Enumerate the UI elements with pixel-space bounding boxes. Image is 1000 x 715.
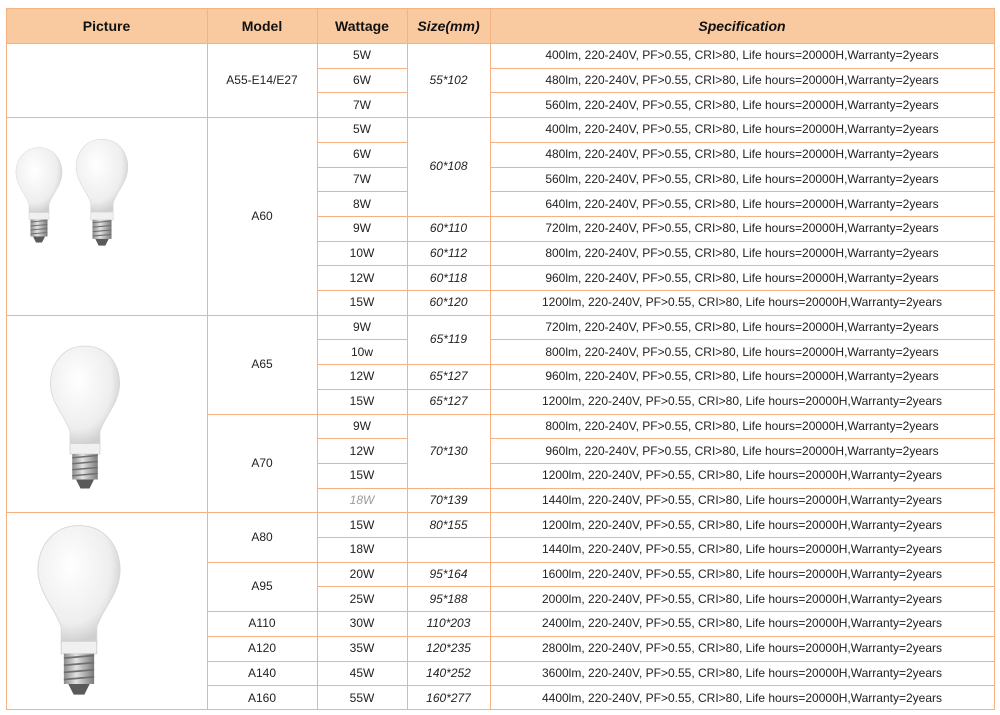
row-divider [490, 685, 994, 686]
row-divider [407, 562, 490, 563]
specification-cell: 480lm, 220-240V, PF>0.55, CRI>80, Life hours=20000H,Warranty=2years [545, 73, 939, 88]
wattage-cell: 15W [349, 295, 375, 310]
row-divider [490, 463, 994, 464]
wattage-cell: 15W [349, 517, 375, 532]
wattage-cell: 18W [349, 542, 375, 557]
size-cell: 95*188 [429, 591, 468, 606]
wattage-cell: 15W [349, 394, 375, 409]
row-divider [490, 661, 994, 662]
row-divider [317, 512, 407, 513]
specification-cell: 1440lm, 220-240V, PF>0.55, CRI>80, Life hours=20000H,Warranty=2years [541, 492, 943, 507]
model-cell: A120 [247, 641, 277, 656]
row-divider [317, 636, 407, 637]
row-divider [407, 216, 490, 217]
column-divider [994, 8, 995, 710]
row-divider [490, 611, 994, 612]
row-divider [6, 512, 207, 513]
row-divider [407, 537, 490, 538]
size-cell: 60*120 [429, 295, 468, 310]
size-cell: 60*110 [429, 221, 468, 236]
wattage-cell: 18W [349, 492, 375, 507]
row-divider [407, 241, 490, 242]
wattage-cell: 45W [349, 665, 375, 680]
row-divider [407, 685, 490, 686]
row-divider [317, 611, 407, 612]
row-divider [490, 512, 994, 513]
row-divider [207, 636, 317, 637]
model-cell: A140 [247, 665, 277, 680]
wattage-cell: 7W [353, 171, 371, 186]
row-divider [317, 265, 407, 266]
row-divider [317, 68, 407, 69]
specification-cell: 1440lm, 220-240V, PF>0.55, CRI>80, Life hours=20000H,Warranty=2years [541, 542, 943, 557]
wattage-cell: 12W [349, 369, 375, 384]
row-divider [317, 364, 407, 365]
bulb-a60-large-icon [74, 133, 130, 253]
specification-cell: 2000lm, 220-240V, PF>0.55, CRI>80, Life hours=20000H,Warranty=2years [541, 591, 943, 606]
header-model: Model [207, 8, 317, 43]
specification-cell: 560lm, 220-240V, PF>0.55, CRI>80, Life hours=20000H,Warranty=2years [545, 97, 939, 112]
size-cell: 140*252 [426, 665, 471, 680]
size-cell: 60*108 [429, 159, 468, 174]
row-divider [490, 315, 994, 316]
wattage-cell: 9W [353, 320, 371, 335]
row-divider [407, 414, 490, 415]
specification-cell: 4400lm, 220-240V, PF>0.55, CRI>80, Life hours=20000H,Warranty=2years [541, 690, 943, 705]
row-divider [317, 414, 407, 415]
size-cell: 65*127 [429, 394, 468, 409]
specification-cell: 1200lm, 220-240V, PF>0.55, CRI>80, Life hours=20000H,Warranty=2years [541, 517, 943, 532]
row-divider [207, 414, 317, 415]
size-cell: 55*102 [429, 73, 468, 88]
wattage-cell: 10w [350, 344, 373, 359]
wattage-cell: 8W [353, 196, 371, 211]
row-divider [6, 117, 207, 118]
row-divider [490, 586, 994, 587]
row-divider [490, 191, 994, 192]
column-divider [490, 8, 491, 710]
row-divider [407, 586, 490, 587]
row-divider [490, 438, 994, 439]
row-divider [490, 265, 994, 266]
row-divider [407, 611, 490, 612]
row-divider [317, 167, 407, 168]
specification-cell: 960lm, 220-240V, PF>0.55, CRI>80, Life hours=20000H,Warranty=2years [545, 443, 939, 458]
row-divider [407, 636, 490, 637]
row-divider [317, 142, 407, 143]
column-divider [407, 8, 408, 710]
specification-cell: 800lm, 220-240V, PF>0.55, CRI>80, Life hours=20000H,Warranty=2years [545, 418, 939, 433]
row-divider [407, 117, 490, 118]
row-divider [207, 117, 317, 118]
row-divider [317, 339, 407, 340]
row-divider [407, 290, 490, 291]
row-divider [490, 488, 994, 489]
column-divider [317, 8, 318, 710]
row-divider [317, 488, 407, 489]
row-divider [317, 315, 407, 316]
size-cell: 65*127 [429, 369, 468, 384]
header-wattage: Wattage [317, 8, 407, 43]
row-divider [317, 117, 407, 118]
model-cell: A70 [251, 455, 273, 470]
specification-cell: 3600lm, 220-240V, PF>0.55, CRI>80, Life hours=20000H,Warranty=2years [541, 665, 943, 680]
size-cell: 110*203 [426, 616, 471, 631]
size-cell: 160*277 [426, 690, 471, 705]
row-divider [317, 216, 407, 217]
row-divider [207, 685, 317, 686]
row-divider [490, 92, 994, 93]
row-divider [407, 315, 490, 316]
wattage-cell: 5W [353, 122, 371, 137]
model-cell: A95 [251, 579, 273, 594]
model-cell: A160 [247, 690, 277, 705]
row-divider [207, 611, 317, 612]
row-divider [317, 290, 407, 291]
specification-cell: 1200lm, 220-240V, PF>0.55, CRI>80, Life hours=20000H,Warranty=2years [541, 394, 943, 409]
row-divider [490, 117, 994, 118]
row-divider [407, 364, 490, 365]
row-divider [490, 537, 994, 538]
row-divider [317, 438, 407, 439]
row-divider [490, 241, 994, 242]
row-divider [490, 636, 994, 637]
wattage-cell: 9W [353, 418, 371, 433]
row-divider [490, 339, 994, 340]
size-cell: 70*139 [429, 492, 468, 507]
wattage-cell: 35W [349, 641, 375, 656]
row-divider [490, 68, 994, 69]
row-divider [490, 414, 994, 415]
wattage-cell: 12W [349, 270, 375, 285]
row-divider [317, 241, 407, 242]
header-picture: Picture [6, 8, 207, 43]
row-divider [490, 364, 994, 365]
row-divider [490, 389, 994, 390]
specification-cell: 1200lm, 220-240V, PF>0.55, CRI>80, Life hours=20000H,Warranty=2years [541, 295, 943, 310]
row-divider [207, 661, 317, 662]
bulb-a80-icon [33, 522, 125, 700]
wattage-cell: 6W [353, 147, 371, 162]
row-divider [207, 512, 317, 513]
model-cell: A65 [251, 357, 273, 372]
row-divider [6, 709, 994, 710]
row-divider [407, 512, 490, 513]
size-cell [407, 537, 490, 562]
bulb-a65-icon [47, 343, 123, 493]
specification-cell: 400lm, 220-240V, PF>0.55, CRI>80, Life hours=20000H,Warranty=2years [545, 122, 939, 137]
row-divider [407, 265, 490, 266]
specification-cell: 480lm, 220-240V, PF>0.55, CRI>80, Life hours=20000H,Warranty=2years [545, 147, 939, 162]
row-divider [317, 463, 407, 464]
bulb-a60-small-icon [14, 137, 64, 254]
row-divider [317, 685, 407, 686]
specification-cell: 1600lm, 220-240V, PF>0.55, CRI>80, Life hours=20000H,Warranty=2years [541, 567, 943, 582]
specification-cell: 400lm, 220-240V, PF>0.55, CRI>80, Life hours=20000H,Warranty=2years [545, 48, 939, 63]
row-divider [317, 92, 407, 93]
wattage-cell: 25W [349, 591, 375, 606]
row-divider [490, 290, 994, 291]
specification-cell: 1200lm, 220-240V, PF>0.55, CRI>80, Life hours=20000H,Warranty=2years [541, 468, 943, 483]
row-divider [317, 537, 407, 538]
wattage-cell: 7W [353, 97, 371, 112]
size-cell: 120*235 [426, 641, 471, 656]
model-cell: A55-E14/E27 [226, 73, 298, 88]
row-divider [207, 315, 317, 316]
specification-cell: 800lm, 220-240V, PF>0.55, CRI>80, Life hours=20000H,Warranty=2years [545, 344, 939, 359]
wattage-cell: 10W [349, 245, 375, 260]
wattage-cell: 5W [353, 48, 371, 63]
specification-cell: 560lm, 220-240V, PF>0.55, CRI>80, Life hours=20000H,Warranty=2years [545, 171, 939, 186]
model-cell: A110 [248, 616, 276, 631]
row-divider [6, 8, 994, 9]
model-cell: A60 [251, 208, 273, 223]
specification-cell: 800lm, 220-240V, PF>0.55, CRI>80, Life hours=20000H,Warranty=2years [545, 245, 939, 260]
row-divider [490, 216, 994, 217]
wattage-cell: 15W [349, 468, 375, 483]
row-divider [490, 142, 994, 143]
size-cell: 80*155 [429, 517, 468, 532]
row-divider [490, 167, 994, 168]
row-divider [407, 488, 490, 489]
row-divider [317, 586, 407, 587]
wattage-cell: 20W [349, 567, 375, 582]
wattage-cell: 12W [349, 443, 375, 458]
header-size: Size(mm) [407, 8, 490, 43]
row-divider [6, 43, 994, 44]
row-divider [207, 562, 317, 563]
column-divider [207, 8, 208, 710]
column-divider [6, 8, 7, 710]
model-cell: A80 [251, 529, 273, 544]
specification-cell: 640lm, 220-240V, PF>0.55, CRI>80, Life hours=20000H,Warranty=2years [545, 196, 939, 211]
row-divider [407, 661, 490, 662]
row-divider [407, 389, 490, 390]
header-specification: Specification [490, 8, 994, 43]
row-divider [317, 661, 407, 662]
size-cell: 60*118 [429, 270, 468, 285]
wattage-cell: 30W [349, 616, 375, 631]
row-divider [317, 562, 407, 563]
row-divider [317, 389, 407, 390]
wattage-cell: 6W [353, 73, 371, 88]
specification-cell: 720lm, 220-240V, PF>0.55, CRI>80, Life hours=20000H,Warranty=2years [545, 320, 939, 335]
size-cell: 65*119 [429, 332, 468, 347]
size-cell: 95*164 [429, 567, 468, 582]
specification-cell: 960lm, 220-240V, PF>0.55, CRI>80, Life hours=20000H,Warranty=2years [545, 270, 939, 285]
row-divider [490, 562, 994, 563]
specification-cell: 720lm, 220-240V, PF>0.55, CRI>80, Life hours=20000H,Warranty=2years [545, 221, 939, 236]
row-divider [6, 315, 207, 316]
size-cell: 60*112 [429, 245, 468, 260]
specification-cell: 960lm, 220-240V, PF>0.55, CRI>80, Life hours=20000H,Warranty=2years [545, 369, 939, 384]
wattage-cell: 9W [353, 221, 371, 236]
wattage-cell: 55W [349, 690, 375, 705]
specification-cell: 2800lm, 220-240V, PF>0.55, CRI>80, Life hours=20000H,Warranty=2years [541, 641, 943, 656]
specification-cell: 2400lm, 220-240V, PF>0.55, CRI>80, Life hours=20000H,Warranty=2years [541, 616, 943, 631]
size-cell: 70*130 [429, 443, 468, 458]
row-divider [317, 191, 407, 192]
